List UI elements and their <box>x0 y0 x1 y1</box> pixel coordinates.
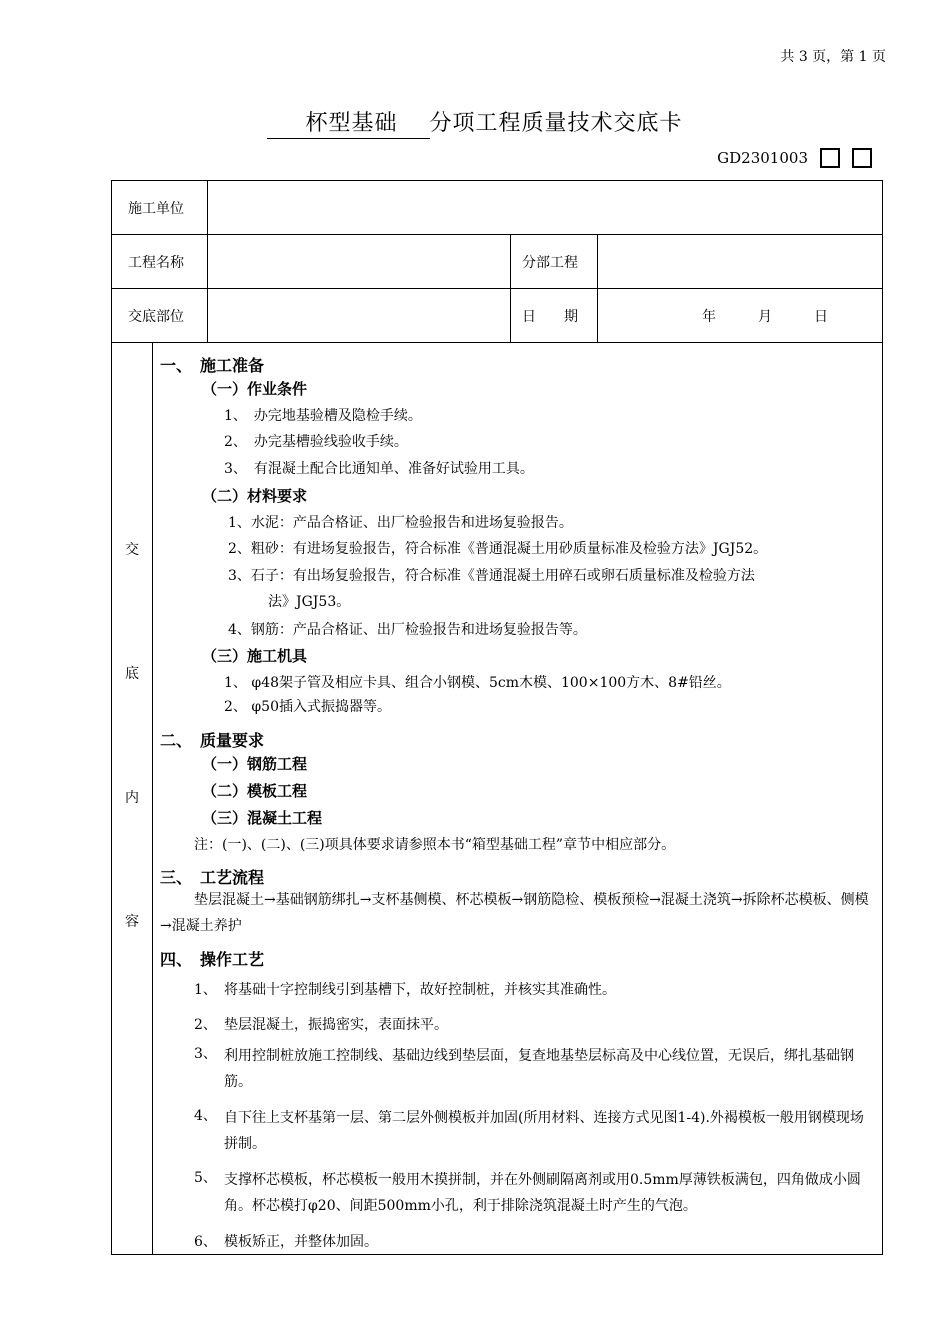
step-text: 将基础十字控制线引到基槽下，故好控制桩，并核实其准确性。 <box>224 982 616 998</box>
col-divider <box>510 234 511 342</box>
title-underlined: 杯型基础 <box>267 106 429 139</box>
subsection-heading: （一）作业条件 <box>202 380 308 398</box>
section-heading: 三、 工艺流程 <box>160 868 265 887</box>
date-value[interactable]: 年 月 日 <box>702 308 828 325</box>
title-rest: 分项工程质量技术交底卡 <box>429 111 683 136</box>
step-number: 4、 <box>194 1108 217 1124</box>
step-text: 自下往上支杯基第一层、第二层外侧模板并加固(所用材料、连接方式见图1-4).外褐模板一般用钢模现场拼制。 <box>224 1110 864 1152</box>
sub-project-label: 分部工程 <box>522 254 578 271</box>
document-code <box>717 148 872 168</box>
section-heading: 一、 施工准备 <box>160 356 265 375</box>
checkbox-1[interactable] <box>820 148 840 168</box>
section-heading: 二、 质量要求 <box>160 731 265 750</box>
document-title <box>0 106 950 139</box>
subsection-heading: （二）材料要求 <box>202 487 308 505</box>
sub-project-value-field[interactable] <box>598 235 882 288</box>
step-text: 支撑杯芯模板，杯芯模板一般用木摸拼制，并在外侧刷隔离剂或用0.5mm厚薄铁板满包，四角做成小圆角。杯芯模打φ20、间距500mm小孔，利于排除浇筑混凝土时产生的气泡。 <box>224 1172 861 1214</box>
col-divider <box>152 342 153 1255</box>
step-text: 模板矫正，并整体加固。 <box>224 1234 378 1250</box>
part-label: 交底部位 <box>128 308 184 325</box>
step-text: 垫层混凝土，振捣密实，表面抹平。 <box>224 1017 448 1033</box>
subsection-heading: （三）施工机具 <box>202 647 308 665</box>
side-label-char: 底 <box>125 666 139 682</box>
part-value-field[interactable] <box>208 289 509 342</box>
unit-value-field[interactable] <box>208 181 882 234</box>
side-label-char: 交 <box>125 542 139 558</box>
list-item-continuation: 法》JGJ53。 <box>268 594 351 610</box>
subsection-heading: （三）混凝土工程 <box>202 809 323 827</box>
list-item: 2、粗砂：有进场复验报告，符合标准《普通混凝土用砂质量标准及检验方法》JGJ52。 <box>228 541 768 557</box>
step-number: 3、 <box>194 1046 217 1062</box>
process-flow-text: 垫层混凝土→基础钢筋绑扎→支杯基侧模、杯芯模板→钢筋隐检、模板预检→混凝土浇筑→拆除杯芯模板、侧模→混凝土养护 <box>160 892 869 934</box>
subsection-heading: （二）模板工程 <box>202 782 308 800</box>
unit-label: 施工单位 <box>128 200 184 217</box>
list-item: 3、石子：有出场复验报告，符合标准《普通混凝土用碎石或卵石质量标准及检验方法 <box>228 568 755 584</box>
section-heading: 四、 操作工艺 <box>160 950 265 969</box>
list-item: 1、 办完地基验槽及隐检手续。 <box>224 408 422 424</box>
list-item: 2、 φ50插入式振捣器等。 <box>224 699 391 715</box>
date-label: 日 期 <box>522 308 578 325</box>
subsection-heading: （一）钢筋工程 <box>202 755 308 773</box>
page-number: 共 3 页，第 1 页 <box>780 49 886 65</box>
list-item: 1、 φ48架子管及相应卡具、组合小钢模、5cm木模、100×100方木、8#铅丝。 <box>224 675 731 691</box>
side-label-char: 内 <box>125 790 139 806</box>
step-number: 1、 <box>194 982 217 998</box>
step-text: 利用控制桩放施工控制线、基础边线到垫层面，复查地基垫层标高及中心线位置，无误后，绑扎基础钢筋。 <box>224 1048 854 1090</box>
step-number: 6、 <box>194 1234 217 1250</box>
handover-form <box>111 180 883 1255</box>
list-item: 2、 办完基槽验线验收手续。 <box>224 434 408 450</box>
list-item: 3、 有混凝土配合比通知单、准备好试验用工具。 <box>224 461 534 477</box>
list-item: 1、水泥：产品合格证、出厂检验报告和进场复验报告。 <box>228 515 573 531</box>
checkbox-2[interactable] <box>852 148 872 168</box>
note-text: 注：(一)、(二)、(三)项具体要求请参照本书“箱型基础工程”章节中相应部分。 <box>194 837 676 853</box>
project-label: 工程名称 <box>128 254 184 271</box>
project-value-field[interactable] <box>208 235 509 288</box>
row-divider <box>112 342 882 343</box>
step-number: 5、 <box>194 1170 217 1186</box>
step-number: 2、 <box>194 1017 217 1033</box>
side-label-char: 容 <box>125 914 139 930</box>
code-text: GD2301003 <box>717 149 808 167</box>
list-item: 4、钢筋：产品合格证、出厂检验报告和进场复验报告等。 <box>228 622 587 638</box>
